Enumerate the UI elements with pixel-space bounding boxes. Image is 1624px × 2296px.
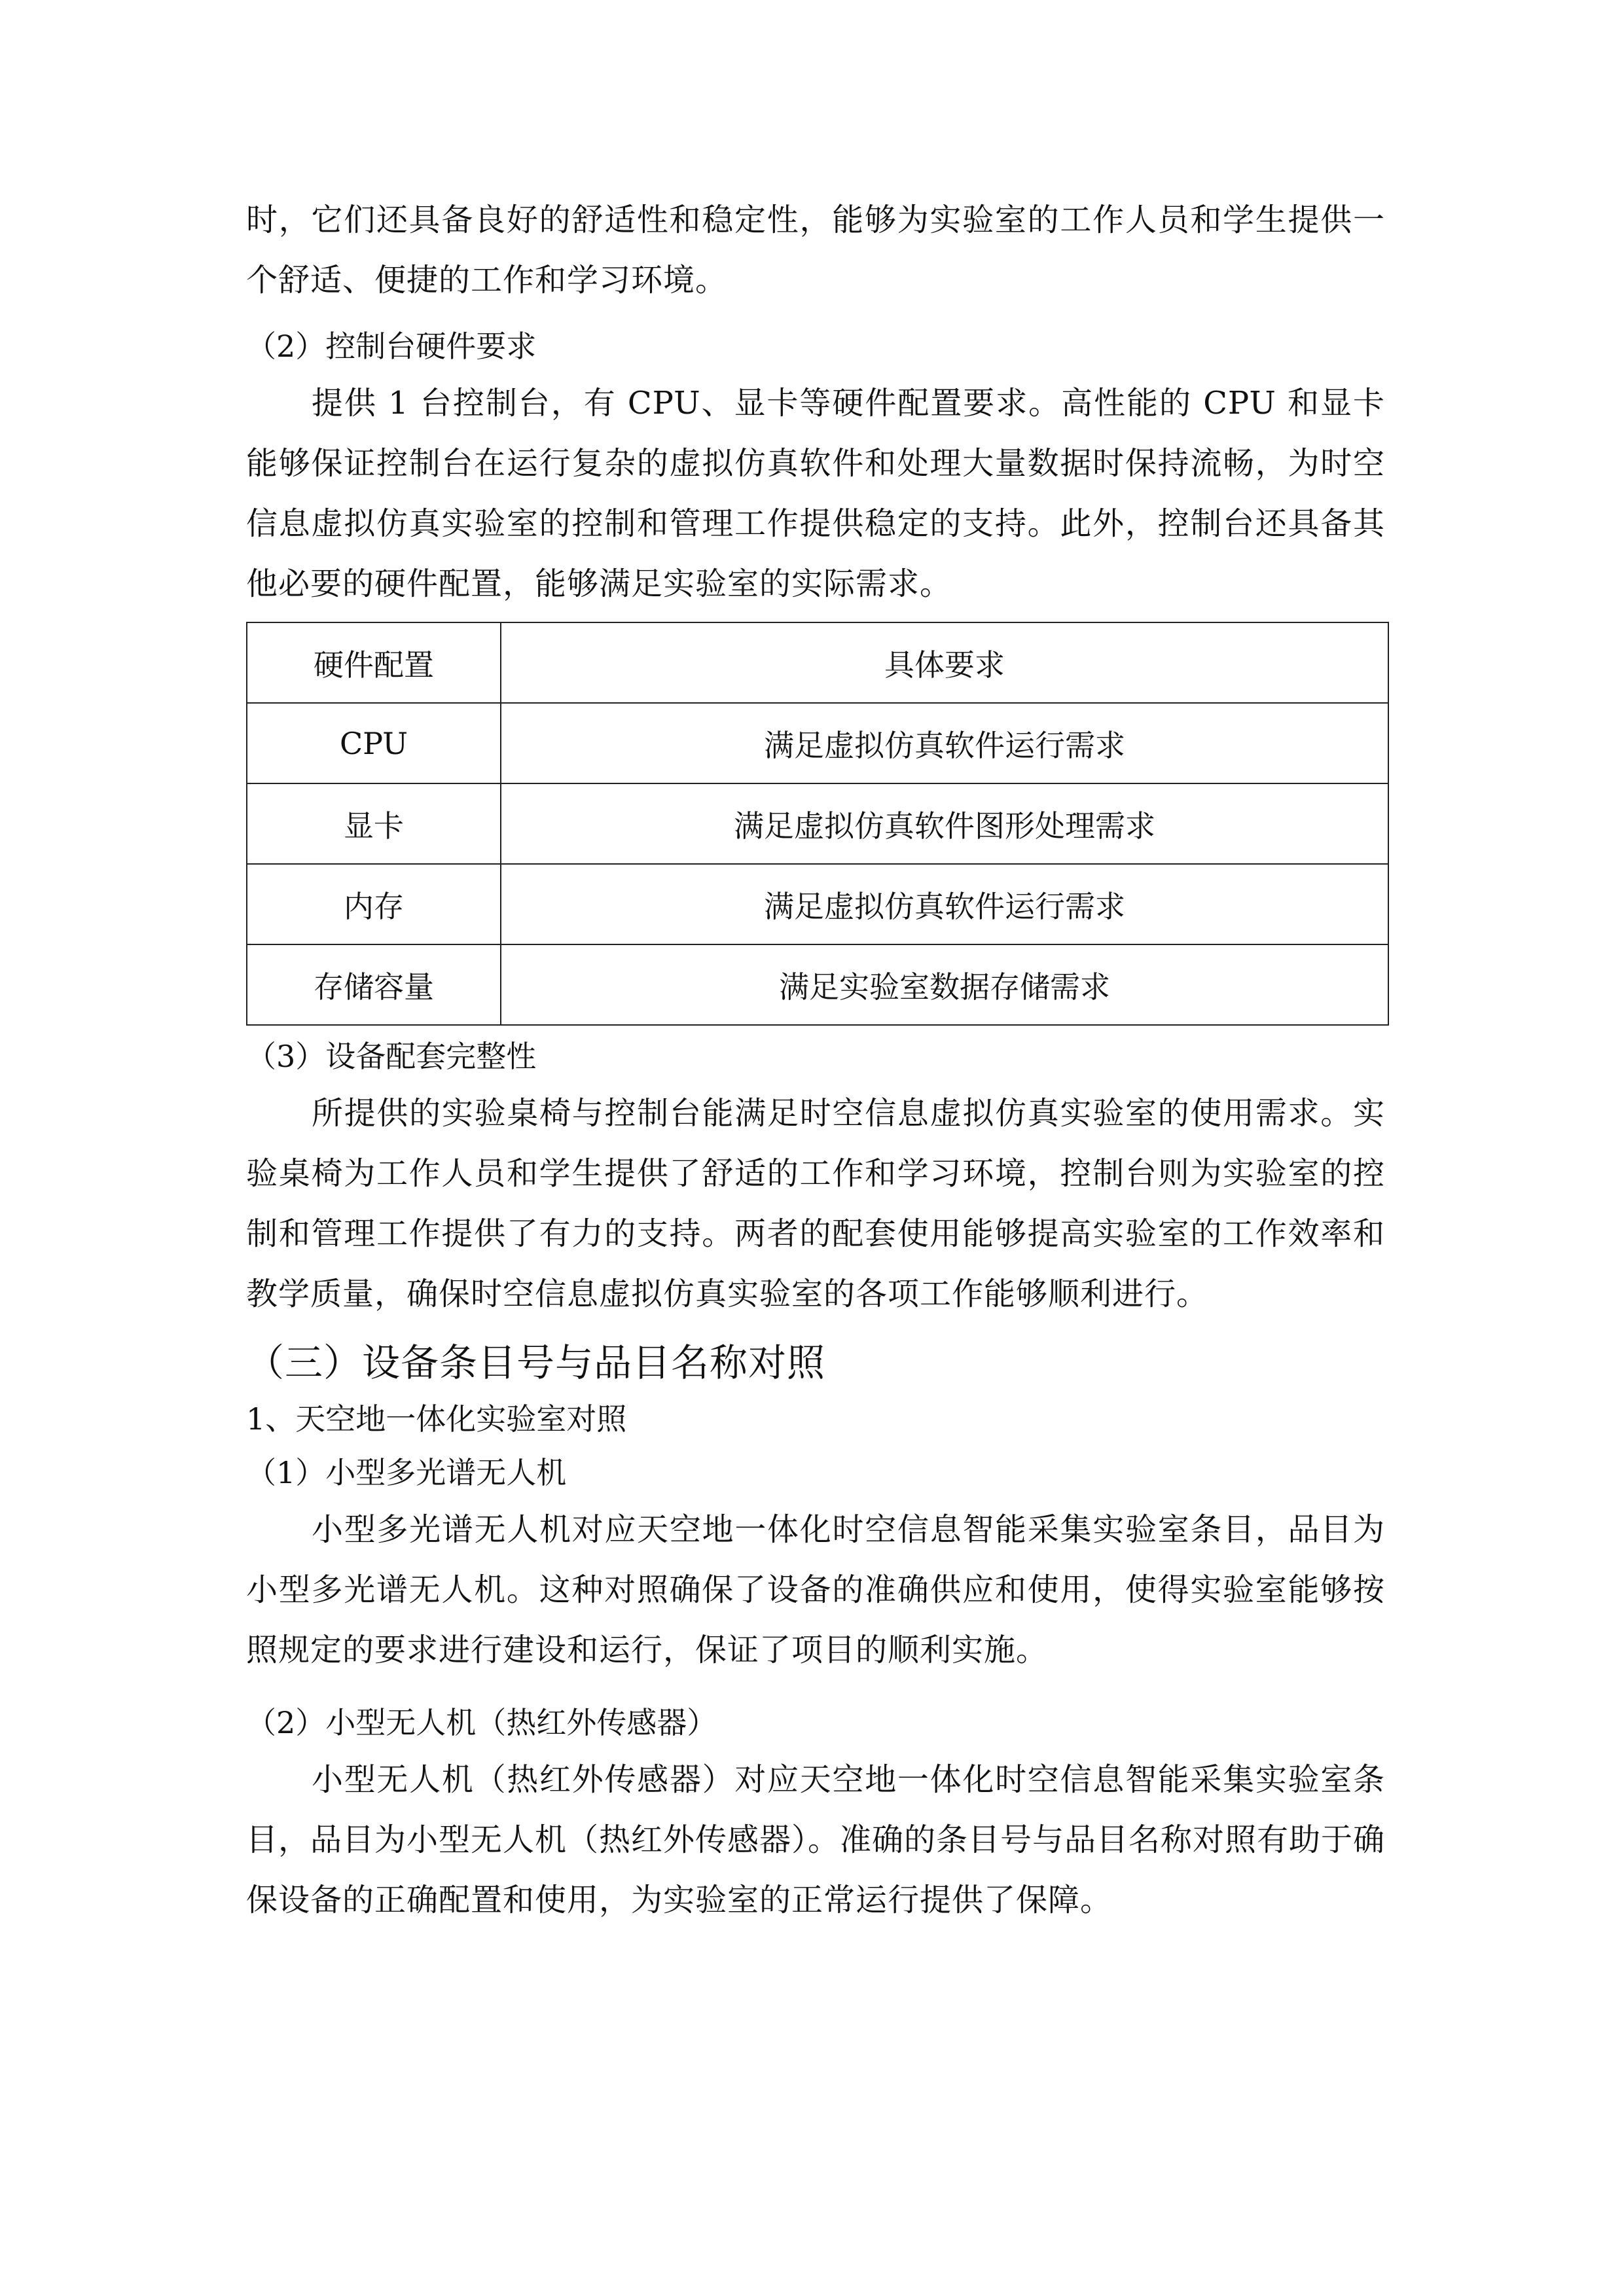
hardware-requirements-table	[246, 622, 1389, 1026]
section-heading: （三）设备条目号与品目名称对照	[246, 1340, 826, 1385]
subheading-console-hardware: （2）控制台硬件要求	[246, 329, 537, 364]
table-cell: 显卡	[247, 783, 501, 864]
table-header-row	[247, 622, 1388, 703]
paragraph-console-hardware: 提供 1 台控制台，有 CPU、显卡等硬件配置要求。高性能的 CPU 和显卡能够保证控制台在运行复杂的虚拟仿真软件和处理大量数据时保持流畅，为时空信息虚拟仿真实验室的控制和管理工作提供稳定的支持。此外，控制台还具备其他必要的硬件配置，能够满足实验室的实际需求。	[246, 385, 1385, 602]
table-cell: 满足虚拟仿真软件运行需求	[501, 703, 1388, 783]
table-row	[247, 944, 1388, 1025]
paragraph-continuation: 时，它们还具备良好的舒适性和稳定性，能够为实验室的工作人员和学生提供一个舒适、便捷的工作和学习环境。	[246, 202, 1385, 298]
paragraph-multispectral-drone: 小型多光谱无人机对应天空地一体化时空信息智能采集实验室条目，品目为小型多光谱无人机。这种对照确保了设备的准确供应和使用，使得实验室能够按照规定的要求进行建设和运行，保证了项目的顺利实施。	[246, 1511, 1385, 1668]
table-cell: 满足虚拟仿真软件运行需求	[501, 864, 1388, 944]
table-row	[247, 783, 1388, 864]
table-cell: 满足实验室数据存储需求	[501, 944, 1388, 1025]
table-header-cell: 硬件配置	[247, 622, 501, 703]
paragraph-equipment-completeness: 所提供的实验桌椅与控制台能满足时空信息虚拟仿真实验室的使用需求。实验桌椅为工作人员和学生提供了舒适的工作和学习环境，控制台则为实验室的控制和管理工作提供了有力的支持。两者的配套使用能够提高实验室的工作效率和教学质量，确保时空信息虚拟仿真实验室的各项工作能够顺利进行。	[246, 1095, 1385, 1312]
table-row	[247, 703, 1388, 783]
subheading-multispectral-drone: （1）小型多光谱无人机	[246, 1455, 567, 1490]
table-cell: 满足虚拟仿真软件图形处理需求	[501, 783, 1388, 864]
table-row	[247, 864, 1388, 944]
table-cell: CPU	[247, 703, 501, 783]
subheading-equipment-completeness: （3）设备配套完整性	[246, 1039, 537, 1074]
item-heading: 1、天空地一体化实验室对照	[246, 1401, 627, 1437]
page-content	[246, 190, 1385, 1930]
paragraph-thermal-drone: 小型无人机（热红外传感器）对应天空地一体化时空信息智能采集实验室条目，品目为小型无人机（热红外传感器）。准确的条目号与品目名称对照有助于确保设备的正确配置和使用，为实验室的正常运行提供了保障。	[246, 1761, 1386, 1918]
table-cell: 存储容量	[247, 944, 501, 1025]
table-cell: 内存	[247, 864, 501, 944]
subheading-thermal-drone: （2）小型无人机（热红外传感器）	[246, 1705, 717, 1740]
table-header-cell: 具体要求	[501, 622, 1388, 703]
